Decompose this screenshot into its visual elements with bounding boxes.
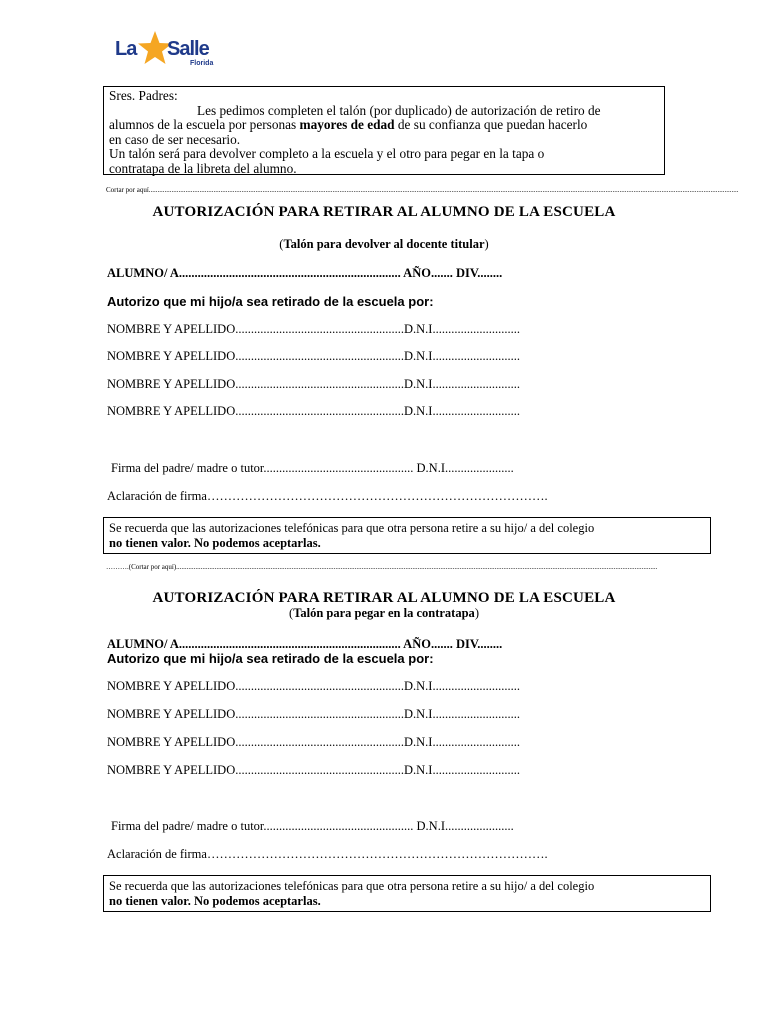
cut-line: Cortar por aquí................................................................................................................................................................................................................................................................................................................................................. — [106, 186, 739, 194]
person-field[interactable]: NOMBRE Y APELLIDO......................................................D.N.I............................ — [107, 679, 520, 693]
section-title: AUTORIZACIÓN PARA RETIRAR AL ALUMNO DE LA ESCUELA — [152, 204, 616, 220]
intro-greeting: Sres. Padres: — [109, 88, 178, 103]
person-field[interactable]: NOMBRE Y APELLIDO......................................................D.N.I............................ — [107, 349, 520, 363]
student-field[interactable]: ALUMNO/ A....................................................................... AÑO....... DIV........ — [107, 637, 503, 651]
cut-line: ……….(Cortar por aquí)................................................................................................................................................................................................................................................................................... — [106, 563, 658, 571]
section-subtitle: (Talón para devolver al docente titular) — [279, 237, 489, 251]
intro-line: Les pedimos completen el talón (por duplicado) de autorización de retiro de — [197, 102, 601, 118]
person-field[interactable]: NOMBRE Y APELLIDO......................................................D.N.I............................ — [107, 377, 520, 391]
authorize-label: Autorizo que mi hijo/a sea retirado de la escuela por: — [107, 294, 434, 309]
clarification-field[interactable]: Aclaración de firma………………………………………………………………………. — [107, 489, 548, 503]
logo-text-la: La — [115, 38, 137, 60]
intro-line: alumnos de la escuela por personas mayores de edad de su confianza que puedan hacerlo — [109, 117, 588, 133]
intro-line: Un talón será para devolver completo a la escuela y el otro para pegar en la tapa o — [109, 146, 545, 162]
person-field[interactable]: NOMBRE Y APELLIDO......................................................D.N.I............................ — [107, 735, 520, 749]
logo-text-salle: Salle — [167, 38, 209, 60]
intro-emphasis: mayores de edad — [299, 117, 395, 133]
note-line-bold: no tienen valor. No podemos aceptarlas. — [109, 893, 321, 908]
person-field[interactable]: NOMBRE Y APELLIDO......................................................D.N.I............................ — [107, 707, 520, 721]
intro-line: en caso de ser necesario. — [109, 131, 241, 147]
authorize-label: Autorizo que mi hijo/a sea retirado de la escuela por: — [107, 651, 434, 666]
clarification-field[interactable]: Aclaración de firma………………………………………………………………………. — [107, 847, 548, 861]
school-logo — [115, 30, 225, 74]
note-line: Se recuerda que las autorizaciones telefónicas para que otra persona retire a su hijo/ a del colegio — [109, 879, 595, 893]
logo-subtext: Florida — [190, 60, 214, 67]
note-line-bold: no tienen valor. No podemos aceptarlas. — [109, 535, 321, 550]
person-field[interactable]: NOMBRE Y APELLIDO......................................................D.N.I............................ — [107, 322, 520, 336]
warning-note — [103, 517, 711, 554]
person-field[interactable]: NOMBRE Y APELLIDO......................................................D.N.I............................ — [107, 763, 520, 777]
section-title: AUTORIZACIÓN PARA RETIRAR AL ALUMNO DE LA ESCUELA — [152, 590, 616, 606]
signature-field[interactable]: Firma del padre/ madre o tutor................................................ D.N.I...................... — [111, 461, 514, 475]
intro-line: contratapa de la libreta del alumno. — [109, 160, 297, 176]
note-line: Se recuerda que las autorizaciones telefónicas para que otra persona retire a su hijo/ a del colegio — [109, 521, 595, 535]
section-subtitle: (Talón para pegar en la contratapa) — [289, 606, 479, 620]
intro-notice — [103, 86, 665, 175]
warning-note — [103, 875, 711, 912]
student-field[interactable]: ALUMNO/ A....................................................................... AÑO....... DIV........ — [107, 266, 503, 280]
person-field[interactable]: NOMBRE Y APELLIDO......................................................D.N.I............................ — [107, 404, 520, 418]
signature-field[interactable]: Firma del padre/ madre o tutor................................................ D.N.I...................... — [111, 819, 514, 833]
